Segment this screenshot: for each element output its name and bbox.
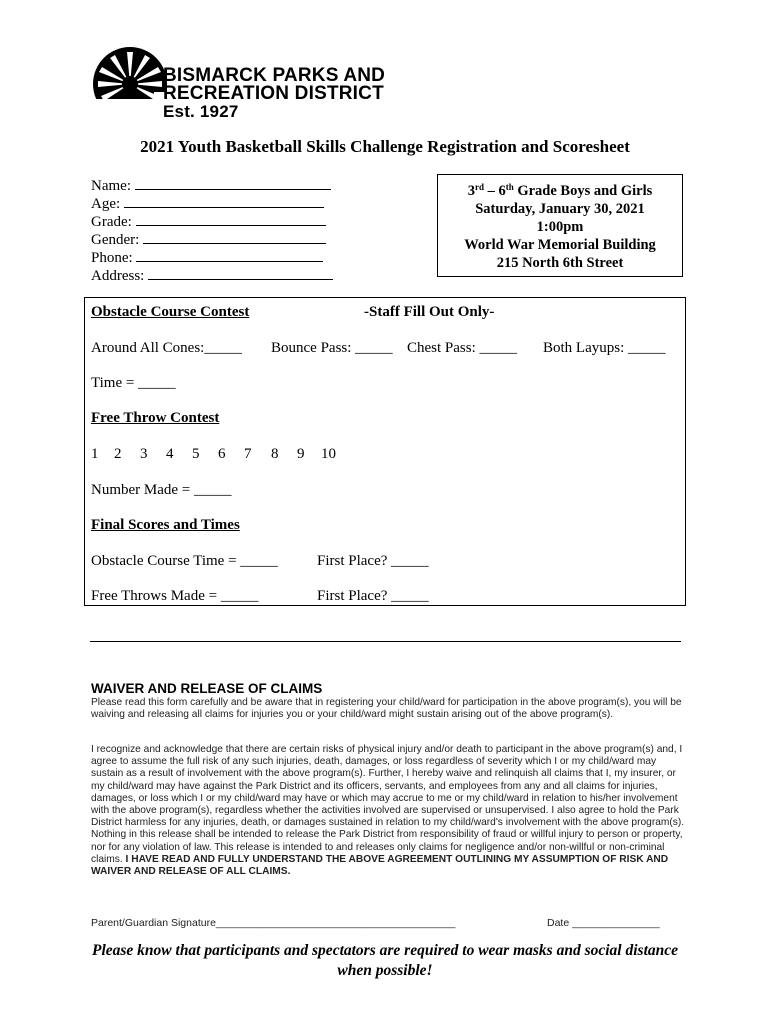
name-label: Name:	[91, 178, 131, 194]
bounce-pass-field[interactable]: Bounce Pass: _____	[271, 340, 393, 356]
address-label: Address:	[91, 268, 145, 284]
event-address: 215 North 6th Street	[496, 255, 624, 271]
page-title: 2021 Youth Basketball Skills Challenge Registration and Scoresheet	[140, 137, 630, 156]
mask-notice: Please know that participants and spectators are required to wear masks and social distance when possible!	[91, 942, 679, 979]
shot-5[interactable]: 5	[192, 446, 200, 462]
event-grades: 3rd – 6th Grade Boys and Girls	[467, 182, 653, 199]
shot-8[interactable]: 8	[271, 446, 279, 462]
address-input-line[interactable]	[148, 266, 333, 280]
shot-3[interactable]: 3	[140, 446, 148, 462]
grade-input-line[interactable]	[136, 212, 326, 226]
shot-6[interactable]: 6	[218, 446, 226, 462]
number-made-field[interactable]: Number Made = _____	[91, 482, 232, 498]
final-scores-heading: Final Scores and Times	[91, 517, 240, 533]
time-field[interactable]: Time = _____	[91, 375, 176, 391]
grade-label: Grade:	[91, 214, 132, 230]
age-field[interactable]	[91, 194, 324, 213]
shot-9[interactable]: 9	[297, 446, 305, 462]
event-info-box	[437, 174, 683, 277]
grade-field[interactable]	[91, 212, 326, 231]
event-venue: World War Memorial Building	[464, 237, 656, 253]
waiver-acknowledgement: I HAVE READ AND FULLY UNDERSTAND THE ABOVE AGREEMENT OUTLINING MY ASSUMPTION OF RISK AND WAIVER AND RELEASE OF ALL CLAIMS.	[91, 853, 669, 878]
gender-input-line[interactable]	[143, 230, 326, 244]
waiver-body-text: I recognize and acknowledge that there are certain risks of physical injury and/or death to participant in the above program(s) and, I agree to assume the full risk of any such injuries, death, damages, or loss regardless of severity which I or my child/ward may sustain as a result of involvement with the above program(s). Further, I hereby waive and relinquish all claims that I, my insurer, or my child/ward may have against the Park District and its officers, servants, and employees from any and all claims for injuries, damages, or loss which I or my child/ward may have or which may accrue to me or my child/ward in relation to his/her involvement with the above program(s), regardless whether the activities involved are supervised or unsupervised. I also agree to hold the Park District harmless for any injuries, death, or damages sustained in relation to my child/ward's involvement with the above program(s). Nothing in this release shall be intended to release the Park District from responsibility of fraud or willful injury to person or property, nor for any violation of law. This release is intended to and releases only claims for negligence and/or non-willful or non-criminal claims.	[91, 744, 685, 865]
logo-text-line2: RECREATION DISTRICT	[163, 83, 384, 104]
age-input-line[interactable]	[124, 194, 324, 208]
scoresheet-box	[84, 297, 686, 606]
both-layups-field[interactable]: Both Layups: _____	[543, 340, 666, 356]
waiver-body	[91, 744, 689, 878]
age-label: Age:	[91, 196, 121, 212]
chest-pass-field[interactable]: Chest Pass: _____	[407, 340, 518, 356]
first-place-field-1[interactable]: First Place? _____	[317, 553, 429, 569]
shot-2[interactable]: 2	[114, 446, 122, 462]
event-time: 1:00pm	[536, 219, 584, 235]
phone-field[interactable]	[91, 248, 323, 267]
sunburst-logo-icon	[90, 44, 170, 124]
waiver-heading: WAIVER AND RELEASE OF CLAIMS	[91, 681, 323, 696]
gender-field[interactable]	[91, 230, 326, 249]
free-throw-heading: Free Throw Contest	[91, 410, 220, 426]
shot-7[interactable]: 7	[244, 446, 252, 462]
shot-10[interactable]: 10	[321, 446, 336, 462]
around-cones-field[interactable]: Around All Cones:_____	[91, 340, 242, 356]
section-divider	[90, 641, 681, 642]
free-throws-made-field[interactable]: Free Throws Made = _____	[91, 588, 259, 604]
shot-1[interactable]: 1	[91, 446, 99, 462]
name-input-line[interactable]	[135, 176, 331, 190]
address-field[interactable]	[91, 266, 333, 285]
logo-text-line1: BISMARCK PARKS AND	[163, 65, 386, 86]
staff-only-label: -Staff Fill Out Only-	[364, 304, 495, 320]
phone-label: Phone:	[91, 250, 133, 266]
waiver-intro: Please read this form carefully and be aware that in registering your child/ward for participation in the above program(s), you will be waiving and releasing all claims for injuries you or your child/ward might sustain arising out of the above program(s).	[91, 697, 682, 721]
first-place-field-2[interactable]: First Place? _____	[317, 588, 429, 604]
obstacle-time-field[interactable]: Obstacle Course Time = _____	[91, 553, 278, 569]
date-line[interactable]: Date _______________	[547, 917, 660, 929]
name-field[interactable]	[91, 176, 331, 195]
shot-4[interactable]: 4	[166, 446, 174, 462]
event-date: Saturday, January 30, 2021	[475, 201, 645, 217]
gender-label: Gender:	[91, 232, 140, 248]
obstacle-course-heading: Obstacle Course Contest	[91, 304, 250, 320]
logo-text-line3: Est. 1927	[163, 102, 239, 121]
phone-input-line[interactable]	[136, 248, 323, 262]
parent-signature-line[interactable]: Parent/Guardian Signature_________________________________________	[91, 917, 456, 929]
